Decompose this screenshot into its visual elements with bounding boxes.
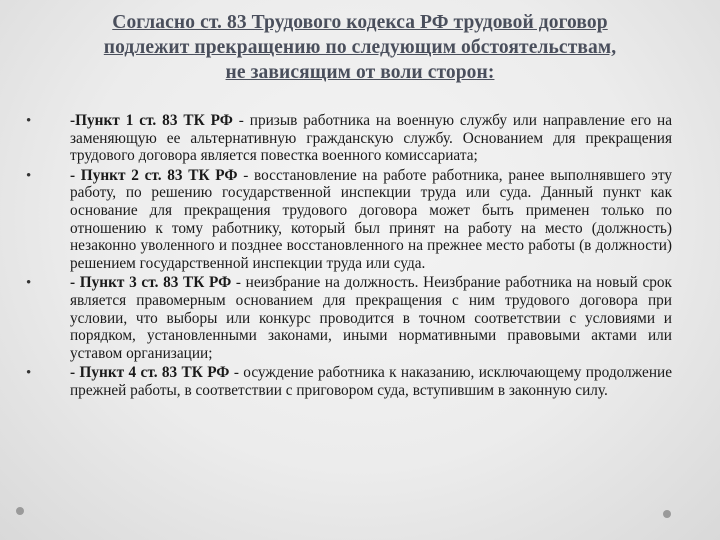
item-body: - неизбрание на должность. Неизбрание работника на новый срок является правомерным основанием для прекращения с ним трудового договора при условии, что выборы или конкурс проводится в точном соответствии с условиями и порядком, установленными законами, иными нормативными правовыми актами или уставом организации; [70, 274, 672, 362]
list-item-text [70, 112, 672, 165]
item-lead: - Пункт 2 ст. 83 ТК РФ [70, 166, 238, 184]
item-lead: - Пункт 3 ст. 83 ТК РФ [70, 274, 232, 292]
item-body: - осуждение работника к наказанию, исключающему продолжение прежней работы, в соответствии с приговором суда, вступившим в законную силу. [70, 364, 672, 399]
bullet-icon: • [26, 275, 32, 292]
item-lead: -Пункт 1 ст. 83 ТК РФ [70, 112, 233, 129]
title-line-1: Согласно ст. 83 Трудового кодекса РФ трудовой договор [112, 12, 608, 33]
slide-title [30, 10, 690, 85]
title-line-3: не зависящим от воли сторон: [225, 62, 495, 83]
decorative-dot-icon [663, 510, 671, 518]
item-body: - призыв работника на военную службу или направление его на заменяющую ее альтернативную гражданскую службу. Основанием для прекращения трудового договора является повестка военного комиссариата; [70, 112, 673, 165]
list-item [22, 364, 672, 399]
list-item-text [70, 364, 672, 399]
list-item-text [70, 167, 672, 273]
decorative-dot-icon [16, 507, 24, 515]
item-lead: - Пункт 4 ст. 83 ТК РФ [70, 364, 230, 382]
list-item-text [70, 274, 672, 362]
bullet-list [22, 112, 672, 402]
list-item [22, 112, 672, 165]
list-item [22, 274, 672, 362]
bullet-icon: • [26, 113, 32, 129]
bullet-icon: • [26, 167, 32, 184]
item-body: - восстановление на работе работника, ранее выполнявшего эту работу, по решению государственной инспекции труда или суда. Данный пункт как основание для прекращения трудового договора может быть применен только по отношению к тому работнику, который был принят на работу на место (должность) незаконно уволенного и позднее восстановленного на прежнее место работы (в должности) решением государственной инспекции труда или суда. [70, 166, 672, 272]
bullet-icon: • [26, 365, 32, 382]
list-item [22, 167, 672, 273]
title-line-2: подлежит прекращению по следующим обстоятельствам, [103, 37, 617, 58]
